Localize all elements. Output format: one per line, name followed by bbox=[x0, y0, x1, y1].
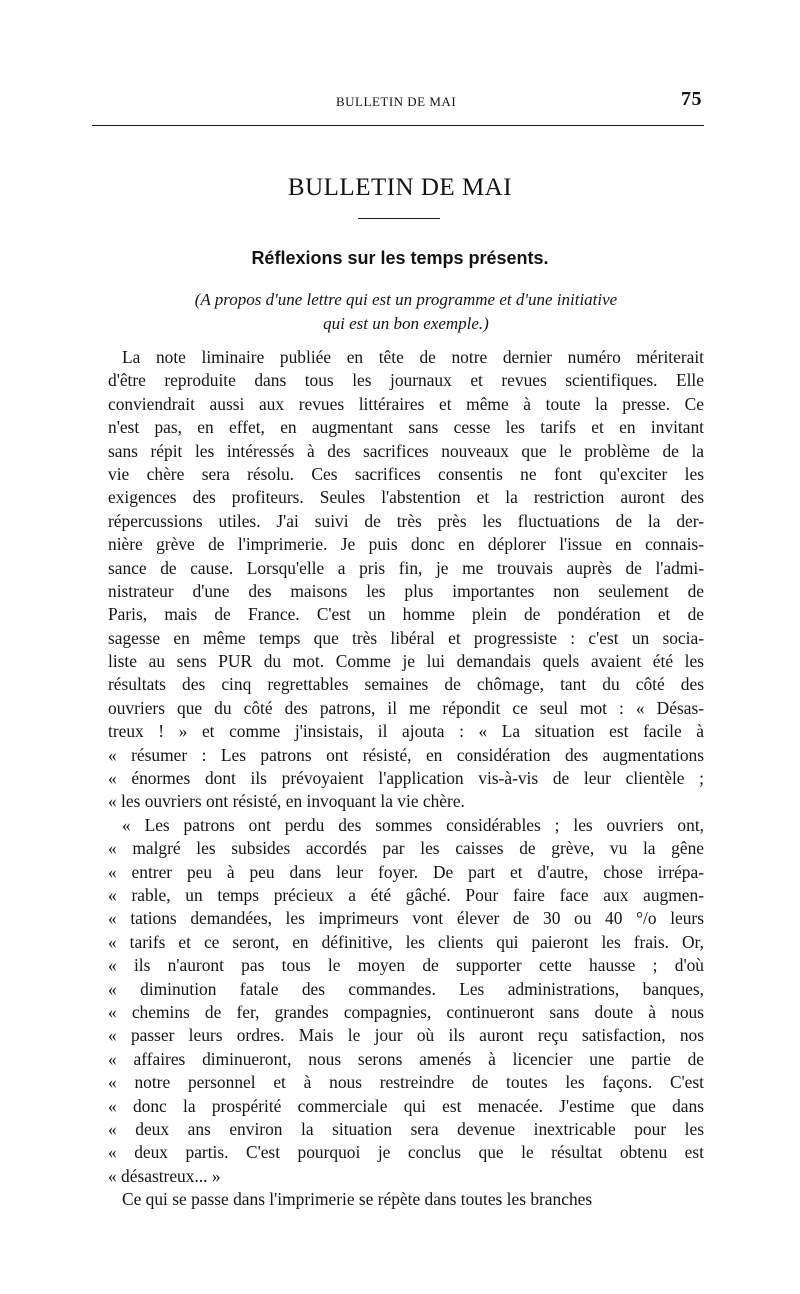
article-title: Réflexions sur les temps présents. bbox=[251, 248, 549, 268]
text-line: « deux partis. C'est pourquoi je conclus que le résultat obtenu est bbox=[108, 1142, 704, 1163]
text-line: « diminution fatale des commandes. Les administrations, banques, bbox=[108, 978, 704, 999]
bulletin-title: BULLETIN DE MAI bbox=[287, 174, 513, 201]
text-line: conviendrait aussi aux revues littéraires et même à toute la presse. Ce bbox=[108, 393, 704, 414]
text-line: « malgré les subsides accordés par les caisses de grève, vu la gêne bbox=[108, 838, 704, 859]
text-line: nière grève de l'imprimerie. Je puis donc en déplorer l'issue en connais- bbox=[108, 534, 704, 555]
article-subtitle bbox=[108, 288, 704, 336]
text-line: « Les patrons ont perdu des sommes considérables ; les ouvriers ont, bbox=[122, 814, 704, 835]
page-number: 75 bbox=[681, 88, 702, 110]
text-line: répercussions utiles. J'ai suivi de très près les fluctuations de la der- bbox=[108, 510, 704, 531]
text-line: d'être reproduite dans tous les journaux et revues scientifiques. Elle bbox=[108, 370, 704, 391]
text-line: Ce qui se passe dans l'imprimerie se répète dans toutes les branches bbox=[122, 1189, 593, 1210]
text-line: « énormes dont ils prévoyaient l'application vis-à-vis de leur clientèle ; bbox=[108, 768, 704, 789]
text-line: n'est pas, en effet, en augmentant sans cesse les tarifs et en invitant bbox=[108, 417, 704, 438]
subtitle-line: qui est un bon exemple.) bbox=[323, 314, 489, 333]
text-line: « désastreux... » bbox=[108, 1165, 221, 1186]
text-line: ouvriers que du côté des patrons, il me répondit ce seul mot : « Désas- bbox=[108, 697, 704, 718]
text-line: Paris, mais de France. C'est un homme plein de pondération et de bbox=[108, 604, 704, 625]
paragraph bbox=[108, 814, 704, 1188]
text-line: « chemins de fer, grandes compagnies, continueront sans doute à nous bbox=[108, 1001, 704, 1022]
text-line: sance de cause. Lorsqu'elle a pris fin, je me trouvais auprès de l'admi- bbox=[108, 557, 704, 578]
text-line: « donc la prospérité commerciale qui est menacée. J'estime que dans bbox=[108, 1095, 704, 1116]
paragraph bbox=[108, 346, 704, 814]
text-line: « ils n'auront pas tous le moyen de supporter cette hausse ; d'où bbox=[108, 955, 704, 976]
text-line: « tations demandées, les imprimeurs vont élever de 30 ou 40 °/o leurs bbox=[108, 908, 704, 929]
text-line: « deux ans environ la situation sera devenue inextricable pour les bbox=[108, 1118, 704, 1139]
article-body bbox=[108, 346, 704, 1211]
text-line: exigences des profiteurs. Seules l'abstention et la restriction auront des bbox=[108, 487, 704, 508]
text-line: « les ouvriers ont résisté, en invoquant la vie chère. bbox=[108, 791, 465, 812]
text-line: « entrer peu à peu dans leur foyer. De part et d'autre, chose irrépa- bbox=[108, 861, 704, 882]
text-line: vie chère sera résolu. Ces sacrifices consentis ne font qu'exciter les bbox=[108, 463, 704, 484]
text-line: sagesse en même temps que très libéral et progressiste : c'est un socia- bbox=[108, 627, 704, 648]
text-line: « rable, un temps précieux a été gâché. Pour faire face aux augmen- bbox=[108, 884, 704, 905]
text-line: La note liminaire publiée en tête de notre dernier numéro mériterait bbox=[122, 347, 704, 367]
subtitle-line: (A propos d'une lettre qui est un programme et d'une initiative bbox=[194, 290, 618, 309]
text-line: résultats des cinq regrettables semaines de chômage, tant du côté des bbox=[108, 674, 704, 695]
text-line: sans répit les intéressés à des sacrifices nouveaux que le problème de la bbox=[108, 440, 704, 461]
text-line: « passer leurs ordres. Mais le jour où ils auront reçu satisfaction, nos bbox=[108, 1025, 704, 1046]
text-line: « tarifs et ce seront, en définitive, les clients qui paieront les frais. Or, bbox=[108, 931, 704, 952]
header-rule bbox=[92, 125, 704, 126]
title-rule bbox=[358, 218, 440, 219]
text-line: treux ! » et comme j'insistais, il ajouta : « La situation est facile à bbox=[108, 721, 704, 742]
text-line: nistrateur d'une des maisons les plus importantes non seulement de bbox=[108, 580, 704, 601]
paragraph bbox=[108, 1188, 704, 1211]
text-line: « notre personnel et à nous restreindre de toutes les façons. C'est bbox=[108, 1072, 704, 1093]
text-line: « résumer : Les patrons ont résisté, en considération des augmentations bbox=[108, 744, 704, 765]
text-line: « affaires diminueront, nous serons amenés à licencier une partie de bbox=[108, 1048, 704, 1069]
text-line: liste au sens PUR du mot. Comme je lui demandais quels avaient été les bbox=[108, 651, 704, 672]
running-head-title: BULLETIN DE MAI bbox=[336, 94, 457, 109]
